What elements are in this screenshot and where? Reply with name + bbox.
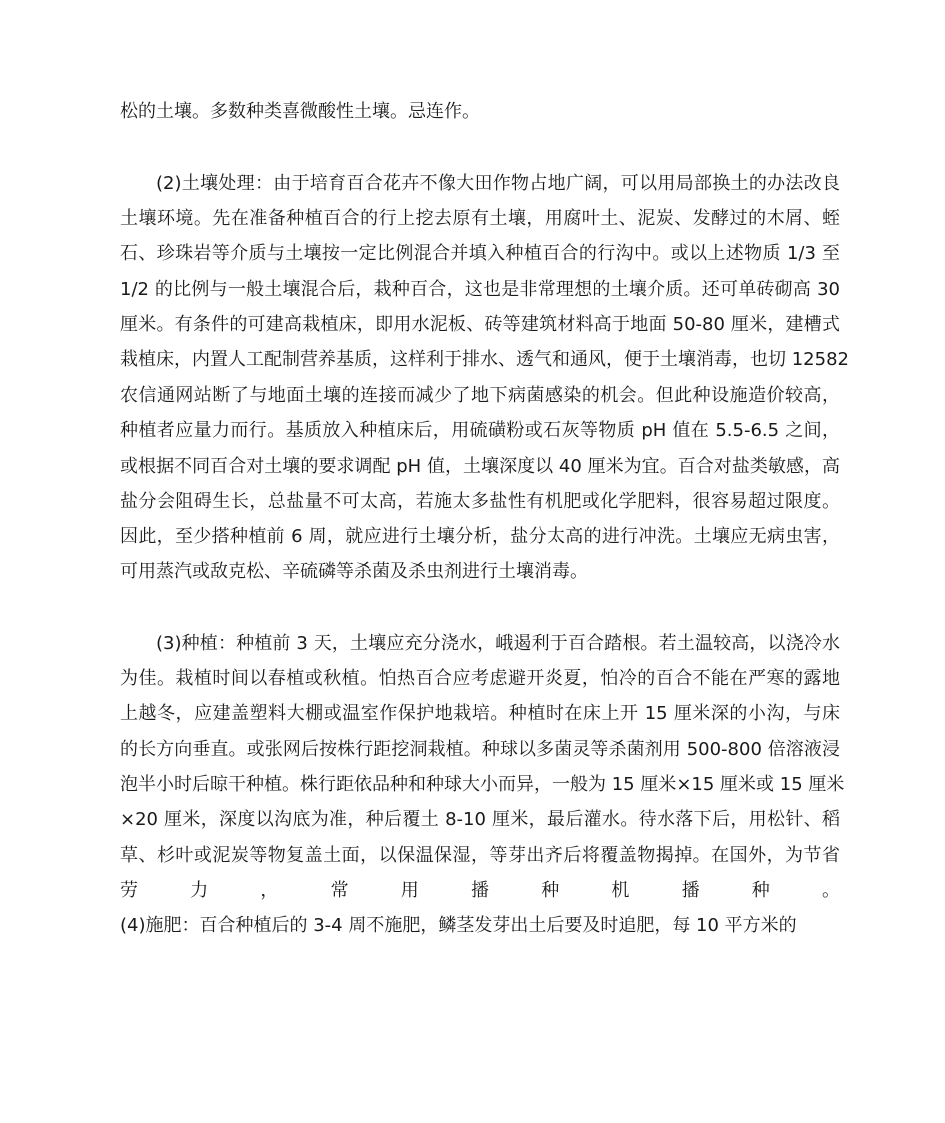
text-line: 厘米。有条件的可建高栽植床，即用水泥板、砖等建筑材料高于地面 50-80 厘米，建槽式 [120, 314, 840, 335]
text-line: 农信通网站断了与地面土壤的连接而减少了地下病菌感染的机会。但此种设施造价较高， [120, 385, 840, 406]
text-line: 草、杉叶或泥炭等物复盖土面，以保温保湿，等芽出齐后将覆盖物揭掉。在国外，为节省 [120, 845, 840, 866]
text-line: 可用蒸汽或敌克松、辛硫磷等杀菌及杀虫剂进行土壤消毒。 [120, 561, 588, 582]
text-line: 上越冬，应建盖塑料大棚或温室作保护地栽培。种植时在床上开 15 厘米深的小沟，与床 [120, 703, 840, 724]
text-line: (2)土壤处理：由于培育百合花卉不像大田作物占地广阔，可以用局部换土的办法改良 [156, 173, 840, 194]
text-line: 的长方向垂直。或张网后按株行距挖洞栽植。种球以多菌灵等杀菌剂用 500-800 倍溶液浸 [120, 739, 840, 760]
text-line [156, 986, 840, 1012]
text-line: (4)施肥：百合种植后的 3-4 周不施肥，鳞茎发芽出土后要及时追肥，每 10 平方米的 [120, 915, 797, 936]
text-line: 种植者应量力而行。基质放入种植床后，用硫磺粉或石灰等物质 pH 值在 5.5-6.5 之间， [120, 420, 840, 441]
text-line: 为佳。栽植时间以春植或秋植。怕热百合应考虑避开炎夏，怕冷的百合不能在严寒的露地 [120, 668, 840, 689]
text-line: ×20 厘米，深度以沟底为准，种后覆土 8-10 厘米，最后灌水。待水落下后，用松针、稻 [120, 809, 840, 830]
text-line: 泡半小时后晾干种植。株行距依品种和种球大小而异，一般为 15 厘米×15 厘米或 15 厘米 [120, 774, 845, 795]
text-line: 土壤环境。先在准备种植百合的行上挖去原有土壤，用腐叶土、泥炭、发酵过的木屑、蛭 [120, 208, 840, 229]
text-line: 劳力，常用播种机播种。 [120, 880, 840, 901]
text-line: 栽植床，内置人工配制营养基质，这样利于排水、透气和通风，便于土壤消毒，也切 12582 [120, 349, 849, 370]
text-line: 石、珍珠岩等介质与土壤按一定比例混合并填入种植百合的行沟中。或以上述物质 1/3 至 [120, 243, 840, 264]
text-line: 因此，至少搭种植前 6 周，就应进行土壤分析，盐分太高的进行冲洗。土壤应无病虫害， [120, 526, 840, 547]
text-line: (3)种植：种植前 3 天，土壤应充分浇水，峨遏利于百合踏根。若土温较高，以浇冷水 [156, 633, 840, 654]
text-line: 或根据不同百合对土壤的要求调配 pH 值，土壤深度以 40 厘米为宜。百合对盐类敏感，高 [120, 456, 840, 477]
text-line: 松的土壤。多数种类喜微酸性土壤。忌连作。 [120, 101, 480, 122]
text-line: 1/2 的比例与一般土壤混合后，栽种百合，这也是非常理想的土壤介质。还可单砖砌高 30 [120, 279, 840, 300]
text-line: 盐分会阻碍生长，总盐量不可太高，若施太多盐性有机肥或化学肥料，很容易超过限度。 [120, 491, 840, 512]
